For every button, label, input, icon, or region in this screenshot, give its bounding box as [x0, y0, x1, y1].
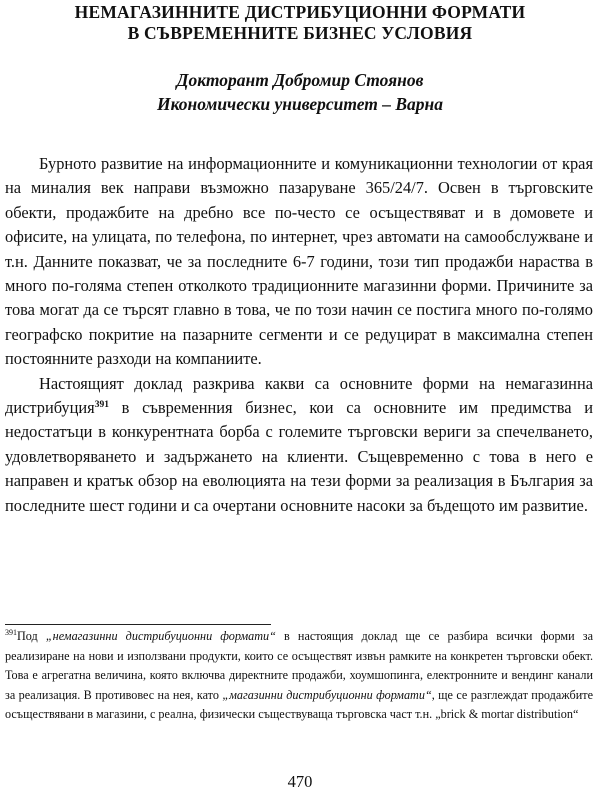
author-affiliation: Икономически университет – Варна	[156, 94, 444, 114]
footnote-text-part-3: , ще се разглеждат продажбите осъществявани в магазини, с реална, физически съществуваща търговска част т.н. „brick & mortar distribution“	[5, 687, 593, 722]
paper-title-line-2: В СЪВРЕМЕННИТЕ БИЗНЕС УСЛОВИЯ	[127, 23, 473, 43]
footnote-separator	[5, 624, 271, 625]
footnote	[5, 627, 593, 725]
body-text	[5, 152, 593, 518]
body-paragraph-2	[5, 372, 593, 518]
author-block	[0, 68, 600, 116]
footnote-term-nonstore: „немагазинни дистрибуционни формати“	[45, 629, 276, 643]
footnote-text-part-1: Под	[17, 629, 46, 643]
page-number: 470	[287, 772, 313, 791]
body-paragraph-2-start: Настоящият доклад разкрива какви са основните форми на немагазинна дистрибуция	[5, 373, 593, 418]
paper-title	[0, 2, 600, 44]
paper-title-line-1: НЕМАГАЗИННИТЕ ДИСТРИБУЦИОННИ ФОРМАТИ	[74, 2, 526, 22]
footnote-term-store: „магазинни дистрибуционни формати“	[222, 687, 432, 702]
author-name: Докторант Добромир Стоянов	[176, 70, 424, 90]
footnote-number: 391	[5, 628, 17, 637]
footnote-reference: 391	[94, 400, 109, 411]
body-paragraph-1: Бурното развитие на информационните и комуникационни технологии от края на миналия век направи възможно пазаруване 365/24/7. Освен в търговските обекти, продажбите на дребно все по-често се осъществяват и в домовете и офисите, на улицата, по телефона, по интернет, чрез автомати на самообслужване и т.н. Данните показват, че за последните 6-7 години, този тип продажби нараства в много по-голяма степен отколкото традиционните магазинни форми. Причините за това могат да се търсят главно в това, че по този начин се постига много по-голямо географско покритие на пазарните сегменти и се редуцират в максимална степен постоянните разходи на компаниите.	[5, 154, 593, 369]
body-paragraph-2-end: в съвременния бизнес, кои са основните им предимства и недостатъци в конкурентната борба с големите търговски вериги за спечелването, удовлетворяването и задържането на клиенти. Същевременно с това в него е направен и кратък обзор на еволюцията на тези форми за реализация в България за последните шест години и са очертани основните насоки за бъдещото им развитие.	[5, 398, 593, 515]
footnote-text	[5, 627, 593, 725]
footnote-text-part-2: в настоящия доклад ще се разбира всички форми за реализиране на нови и използвани продукти, които се осъществят извън рамките на конкретен търговски обект. Това е агрегатна величина, която включва директните продажби, хоумшопинга, електронните и вендинг канали за реализация. В противовес на нея, като	[5, 629, 593, 702]
